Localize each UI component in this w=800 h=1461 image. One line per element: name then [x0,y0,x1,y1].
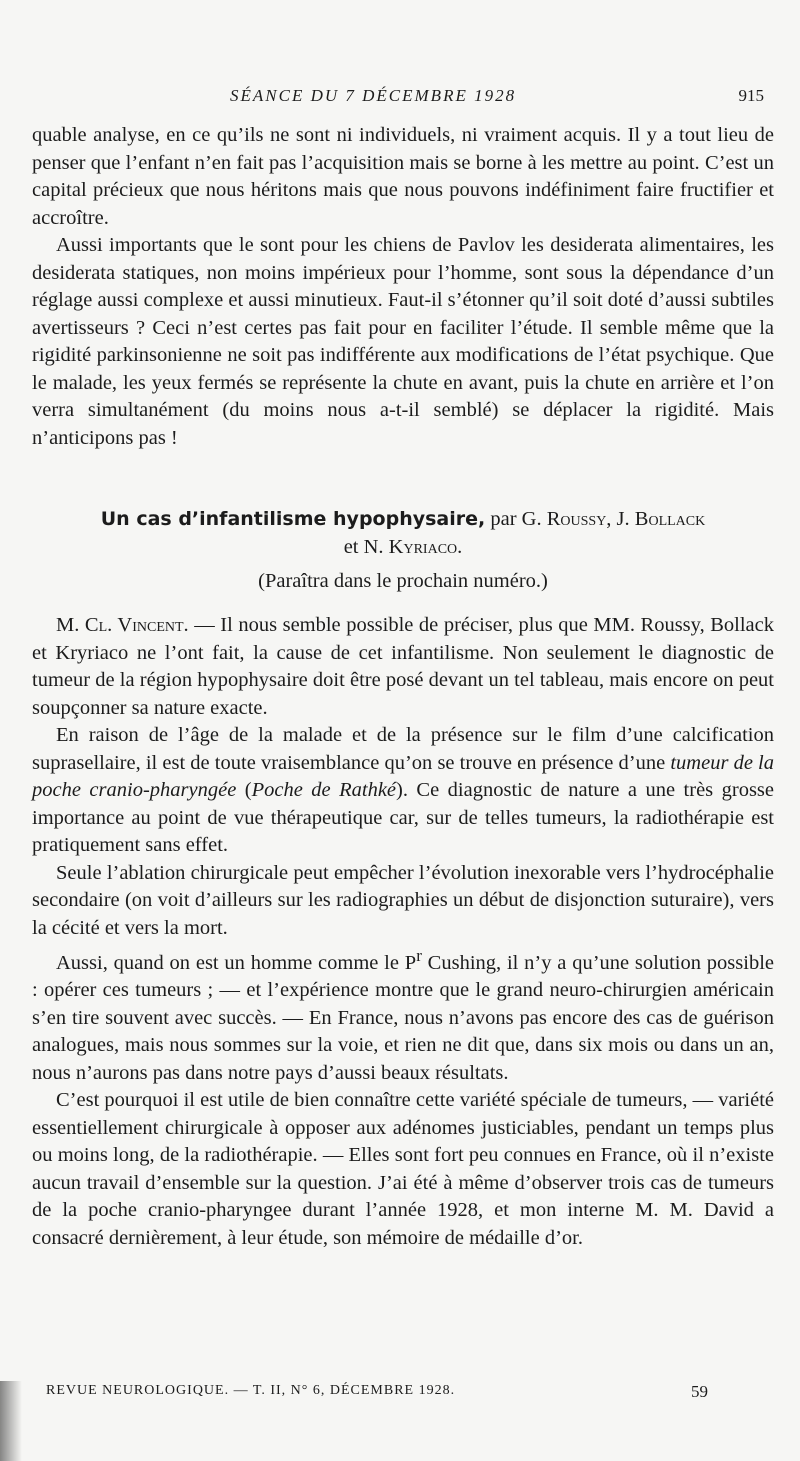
superscript: r [416,946,422,965]
paragraph [32,722,774,860]
italic-term: Poche de Rathké [251,779,397,801]
intro-text [32,122,774,452]
signature-number: 59 [691,1382,708,1401]
paragraph-text: — Il nous semble possible de préciser, plus que MM. Roussy, Bollack et Kryriaco ne l’ont fait, la cause de cet infantilisme. Non seulement le diagnostic de tumeur de la région hypophysaire doit être posé devant un tel tableau, mais encore on peut soupçonner sa nature exacte. [32,614,774,719]
speaker-name: M. Cl. Vincent. [56,614,189,636]
page-number: 915 [738,86,764,105]
paragraph-text: Aussi, quand on est un homme comme le P [56,951,417,974]
paragraph: Seule l’ablation chirurgicale peut empêcher l’évolution inexorable vers l’hydrocéphalie secondaire (on voit d’ailleurs sur les radiographies un début de disjonction suturaire), vers la cécité et vers la mort. [32,861,774,939]
paragraph [32,612,774,722]
article-author-last: N. Kyriaco. [363,535,463,558]
page-footer [46,1383,708,1407]
paragraph-text: ). Ce diagnostic de nature a une très grosse importance au point de vue thérapeutique car, sur de telles tumeurs, la radiothérapie est pratiquement sans effet. [32,779,774,856]
byline-par: par [490,508,517,530]
scan-edge-shadow [0,1381,22,1461]
publication-note: (Paraîtra dans le prochain numéro.) [258,570,548,592]
paragraph: Aussi importants que le sont pour les chiens de Pavlov les desiderata alimentaires, les desiderata statiques, non moins impérieux pour l’homme, sont sous la dépendance d’un réglage aussi complexe et aussi minutieux. Faut-il s’étonner qu’il soit doté d’aussi subtiles avertisseurs ? Ceci n’est certes pas fait pour en faciliter l’étude. Il semble même que la rigidité parkinsonienne ne soit pas indifférente aux modifications de l’état psychique. Que le malade, les yeux fermés se représente la chute en avant, puis la chute en arrière et l’on verra simultanément (du moins nous a-t-il semblé) se déplacer la rigidité. Mais n’anticipons pas ! [32,234,774,449]
article-authors: G. Roussy, J. Bollack [521,508,706,530]
italic-term: tumeur de la poche cranio-pharyngée [32,751,775,801]
paragraph: quable analyse, en ce qu’ils ne sont ni individuels, ni vraiment acquis. Il y a tout lieu de penser que l’enfant n’en fait pas l’acquisition mais se borne à les mettre au point. C’est un capital précieux que nous héritons mais que nous pouvons indéfiniment faire fructifier et accroître. [32,124,774,229]
byline-et: et [343,535,359,558]
paragraph: C’est pourquoi il est utile de bien connaître cette variété spéciale de tumeurs, — variété essentiellement chirurgicale à opposer aux adénomes justiciables, pendant un temps plus ou moins long, de la radiothérapie. — Elles sont fort peu connues en France, où il n’existe aucun travail d’ensemble sur la question. J’ai été à même d’observer trois cas de tumeurs de la poche cranio-pharyngee durant l’année 1928, et mon interne M. M. David a consacré dernièrement, à leur étude, son mémoire de médaille d’or. [32,1089,774,1249]
running-head [0,86,800,110]
discussion-text [32,612,774,1252]
paragraph-text: ( [236,779,252,801]
article-title: Un cas d’infantilisme hypophysaire, [100,508,486,530]
paragraph-text: En raison de l’âge de la malade et de la présence sur le film d’une calcification suprasellaire, il est de toute vraisemblance qu’on se trouve en présence d’une [32,724,774,774]
journal-citation: REVUE NEUROLOGIQUE. — T. II, N° 6, DÉCEMBRE 1928. [46,1383,456,1398]
article-heading [32,506,774,561]
paragraph [32,942,774,1087]
paragraph-text: Cushing, il n’y a qu’une solution possible : opérer ces tumeurs ; — et l’expérience montre que le grand neuro-chirurgien américain s’en tire souvent avec succès. — En France, nous n’avons pas encore des cas de guérison analogues, mais nous sommes sur la voie, et rien ne dit que, dans six mois ou dans un an, nous n’aurons pas dans notre pays d’aussi beaux résultats. [32,951,774,1084]
running-head-title: SÉANCE DU 7 DÉCEMBRE 1928 [230,86,517,105]
